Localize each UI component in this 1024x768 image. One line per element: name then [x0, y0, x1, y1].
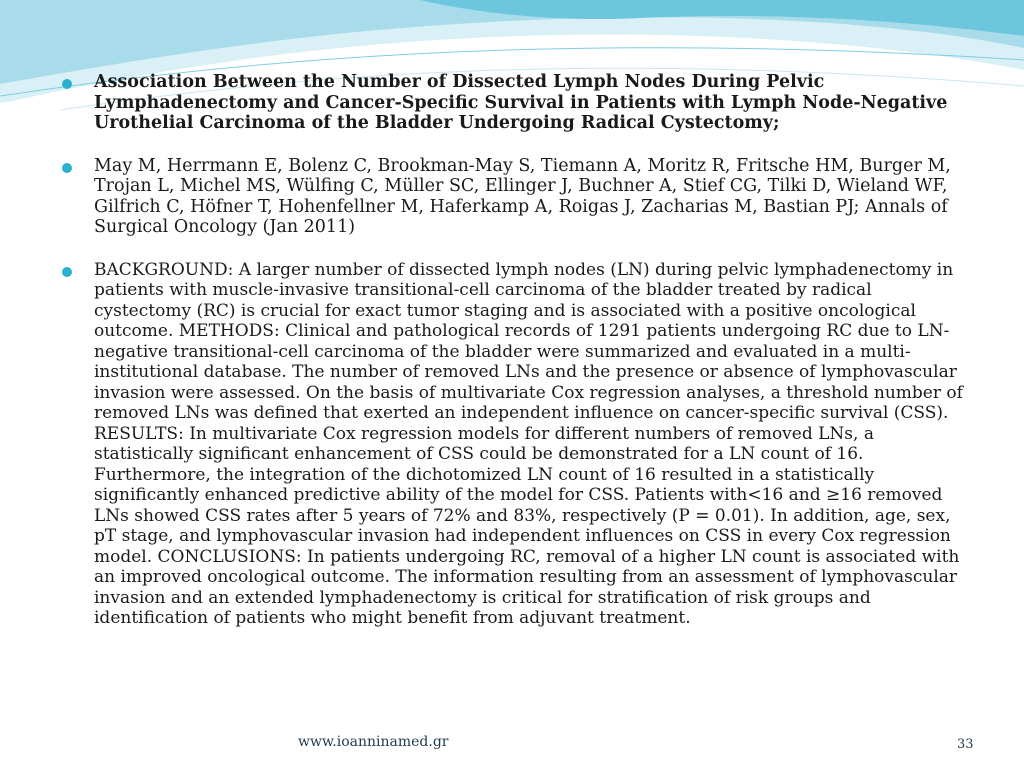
bullet-item-title [62, 72, 972, 134]
bullet-dot-icon [62, 267, 72, 277]
article-authors: May M, Herrmann E, Bolenz C, Brookman-May S, Tiemann A, Moritz R, Fritsche HM, Burger M, Trojan L, Michel MS, Wülfing C, Müller SC, Ellinger J, Buchner A, Stief CG, Tilki D, Wieland WF, Gilfrich C, Höfner T, Hohenfellner M, Haferkamp A, Roigas J, Zacharias M, Bastian PJ; Annals of Surgical Oncology (Jan 2011) [94, 155, 951, 237]
bullet-item-abstract [62, 260, 972, 629]
bullet-dot-icon [62, 163, 72, 173]
article-title: Association Between the Number of Dissected Lymph Nodes During Pelvic Lymphadenectomy and Cancer-Specific Survival in Patients with Lymph Node-Negative Urothelial Carcinoma of the Bladder Undergoing Radical Cystectomy; [94, 72, 948, 133]
bullet-item-authors [62, 156, 972, 238]
slide-content [62, 72, 972, 651]
bullet-dot-icon [62, 79, 72, 89]
article-abstract: BACKGROUND: A larger number of dissected lymph nodes (LN) during pelvic lymphadenectomy in patients with muscle-invasive transitional-cell carcinoma of the bladder treated by radical cystectomy (RC) is crucial for exact tumor staging and is associated with a positive oncological outcome. METHODS: Clinical and pathological records of 1291 patients undergoing RC due to LN-negative transitional-cell carcinoma of the bladder were summarized and evaluated in a multi-institutional database. The number of removed LNs and the presence or absence of lymphovascular invasion were assessed. On the basis of multivariate Cox regression analyses, a threshold number of removed LNs was defined that exerted an independent influence on cancer-specific survival (CSS). RESULTS: In multivariate Cox regression models for different numbers of removed LNs, a statistically significant enhancement of CSS could be demonstrated for a LN count of 16. Furthermore, the integration of the dichotomized LN count of 16 resulted in a statistically significantly enhanced predictive ability of the model for CSS. Patients with<16 and ≥16 removed LNs showed CSS rates after 5 years of 72% and 83%, respectively (P = 0.01). In addition, age, sex, pT stage, and lymphovascular invasion had independent influences on CSS in every Cox regression model. CONCLUSIONS: In patients undergoing RC, removal of a higher LN count is associated with an improved oncological outcome. The information resulting from an assessment of lymphovascular invasion and an extended lymphadenectomy is critical for stratification of risk groups and identification of patients who might benefit from adjuvant treatment. [94, 259, 963, 628]
page-number: 33 [957, 737, 974, 752]
footer-url: www.ioanninamed.gr [298, 734, 449, 750]
